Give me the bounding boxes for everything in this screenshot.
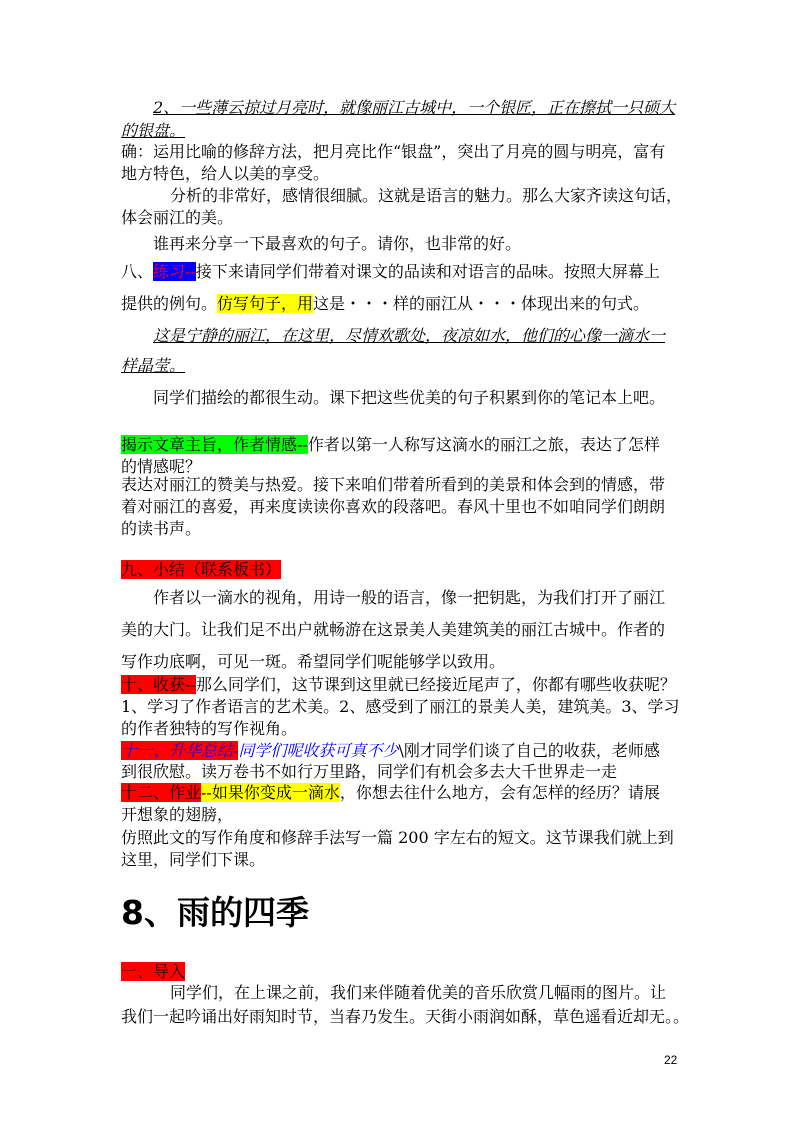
section-heading-summary: 九、小结（联系板书）	[121, 560, 282, 579]
text-line: 到很欣慰。读万卷书不如行万里路，同学们有机会多去大千世界走一走	[121, 762, 618, 781]
text-line: 谁再来分享一下最喜欢的句子。请你，也非常的好。	[153, 234, 522, 253]
text-line	[121, 674, 676, 696]
text-line	[121, 740, 660, 762]
text-line: 1、学习了作者语言的艺术美。2、感受到了丽江的景美人美，建筑美。3、学习	[121, 697, 680, 716]
highlight-imitate: 仿写句子，用	[217, 294, 314, 313]
section-heading-homework: 十二、作业	[121, 783, 202, 802]
text-line: 仿照此文的写作角度和修辞手法写一篇 200 字左右的短文。这节课我们就上到	[121, 828, 674, 847]
text-span: 提供的例句。	[121, 294, 218, 313]
text-span: 同学们呢收获可真不少	[238, 741, 399, 760]
text-line: 我们一起吟诵出好雨知时节，当春乃发生。天街小雨润如酥，草色遥看近却无。。	[121, 1007, 690, 1026]
text-line	[121, 559, 281, 581]
text-line	[121, 961, 185, 983]
text-line: 地方特色，给人以美的享受。	[121, 164, 330, 183]
text-line: 样晶莹。	[121, 356, 186, 375]
text-line: 表达对丽江的赞美与热爱。接下来咱们带着所看到的美景和体会到的情感，带	[121, 475, 666, 494]
page-number: 22	[664, 1053, 678, 1067]
highlight-homework: --如果你变成一滴水	[201, 783, 340, 802]
text-line: 同学们，在上课之前，我们来伴随着优美的音乐欣赏几幅雨的图片。让	[170, 983, 667, 1002]
text-line	[121, 261, 660, 283]
chapter-heading: 8、雨的四季	[121, 893, 309, 932]
highlight-theme: 揭示文章主旨，作者情感--	[121, 435, 308, 454]
text-line	[121, 293, 649, 315]
text-line: 的情感呢？	[121, 457, 202, 476]
text-line: 分析的非常好，感情很细腻。这就是语言的魅力。那么大家齐读这句话，	[170, 186, 683, 205]
text-span: 那么同学们，这节课到这里就已经接近尾声了，你都有哪些收获呢？	[195, 675, 676, 694]
text-line: 开想象的翅膀，	[121, 805, 234, 824]
text-line: 同学们描绘的都很生动。课下把这些优美的句子积累到你的笔记本上吧。	[153, 388, 666, 407]
text-line	[121, 782, 660, 804]
text-line: 的作者独特的写作视角。	[121, 719, 298, 738]
text-line: 美的大门。让我们足不出户就畅游在这景美人美建筑美的丽江古城中。作者的	[121, 620, 666, 639]
text-line: 作者以一滴水的视角，用诗一般的语言，像一把钥匙，为我们打开了丽江	[153, 588, 666, 607]
section-heading-gains: 十、收获--	[121, 675, 196, 694]
text-line: 体会丽江的美。	[121, 208, 234, 227]
text-line: 2、一些薄云掠过月亮时，就像丽江古城中，一个银匠，正在擦拭一只硕大	[153, 98, 676, 117]
section-heading-intro: 一、导入	[121, 962, 186, 981]
highlight-practice: 练习--	[153, 262, 196, 281]
text-line: 这是宁静的丽江，在这里，尽情欢歌处，夜凉如水，他们的心像一滴水一	[153, 326, 666, 345]
text-line	[121, 434, 660, 456]
text-span: 这是・・・样的丽江从・・・体现出来的句式。	[313, 294, 650, 313]
text-line: 的读书声。	[121, 519, 202, 538]
text-span: 接下来请同学们带着对课文的品读和对语言的品味。按照大屏幕上	[195, 262, 660, 281]
text-line: 的银盘。	[121, 121, 186, 140]
text-span: ，你想去往什么地方，会有怎样的经历？请展	[339, 783, 660, 802]
section-number: 八、	[121, 262, 154, 281]
text-line: 写作功底啊，可见一斑。希望同学们呢能够学以致用。	[121, 652, 506, 671]
text-line: 这里，同学们下课。	[121, 850, 266, 869]
text-line: 着对丽江的喜爱，再来度读读你喜欢的段落吧。春风十里也不如咱同学们朗朗	[121, 497, 666, 516]
text-span: 作者以第一人称写这滴水的丽江之旅，表达了怎样	[307, 435, 660, 454]
text-line: 确：运用比喻的修辞方法，把月亮比作“银盘”，突出了月亮的圆与明亮，富有	[121, 142, 666, 161]
section-heading-sublimation: 十一、升华总结-	[121, 741, 239, 760]
text-span: \刚才同学们谈了自己的收获，老师感	[398, 741, 660, 760]
